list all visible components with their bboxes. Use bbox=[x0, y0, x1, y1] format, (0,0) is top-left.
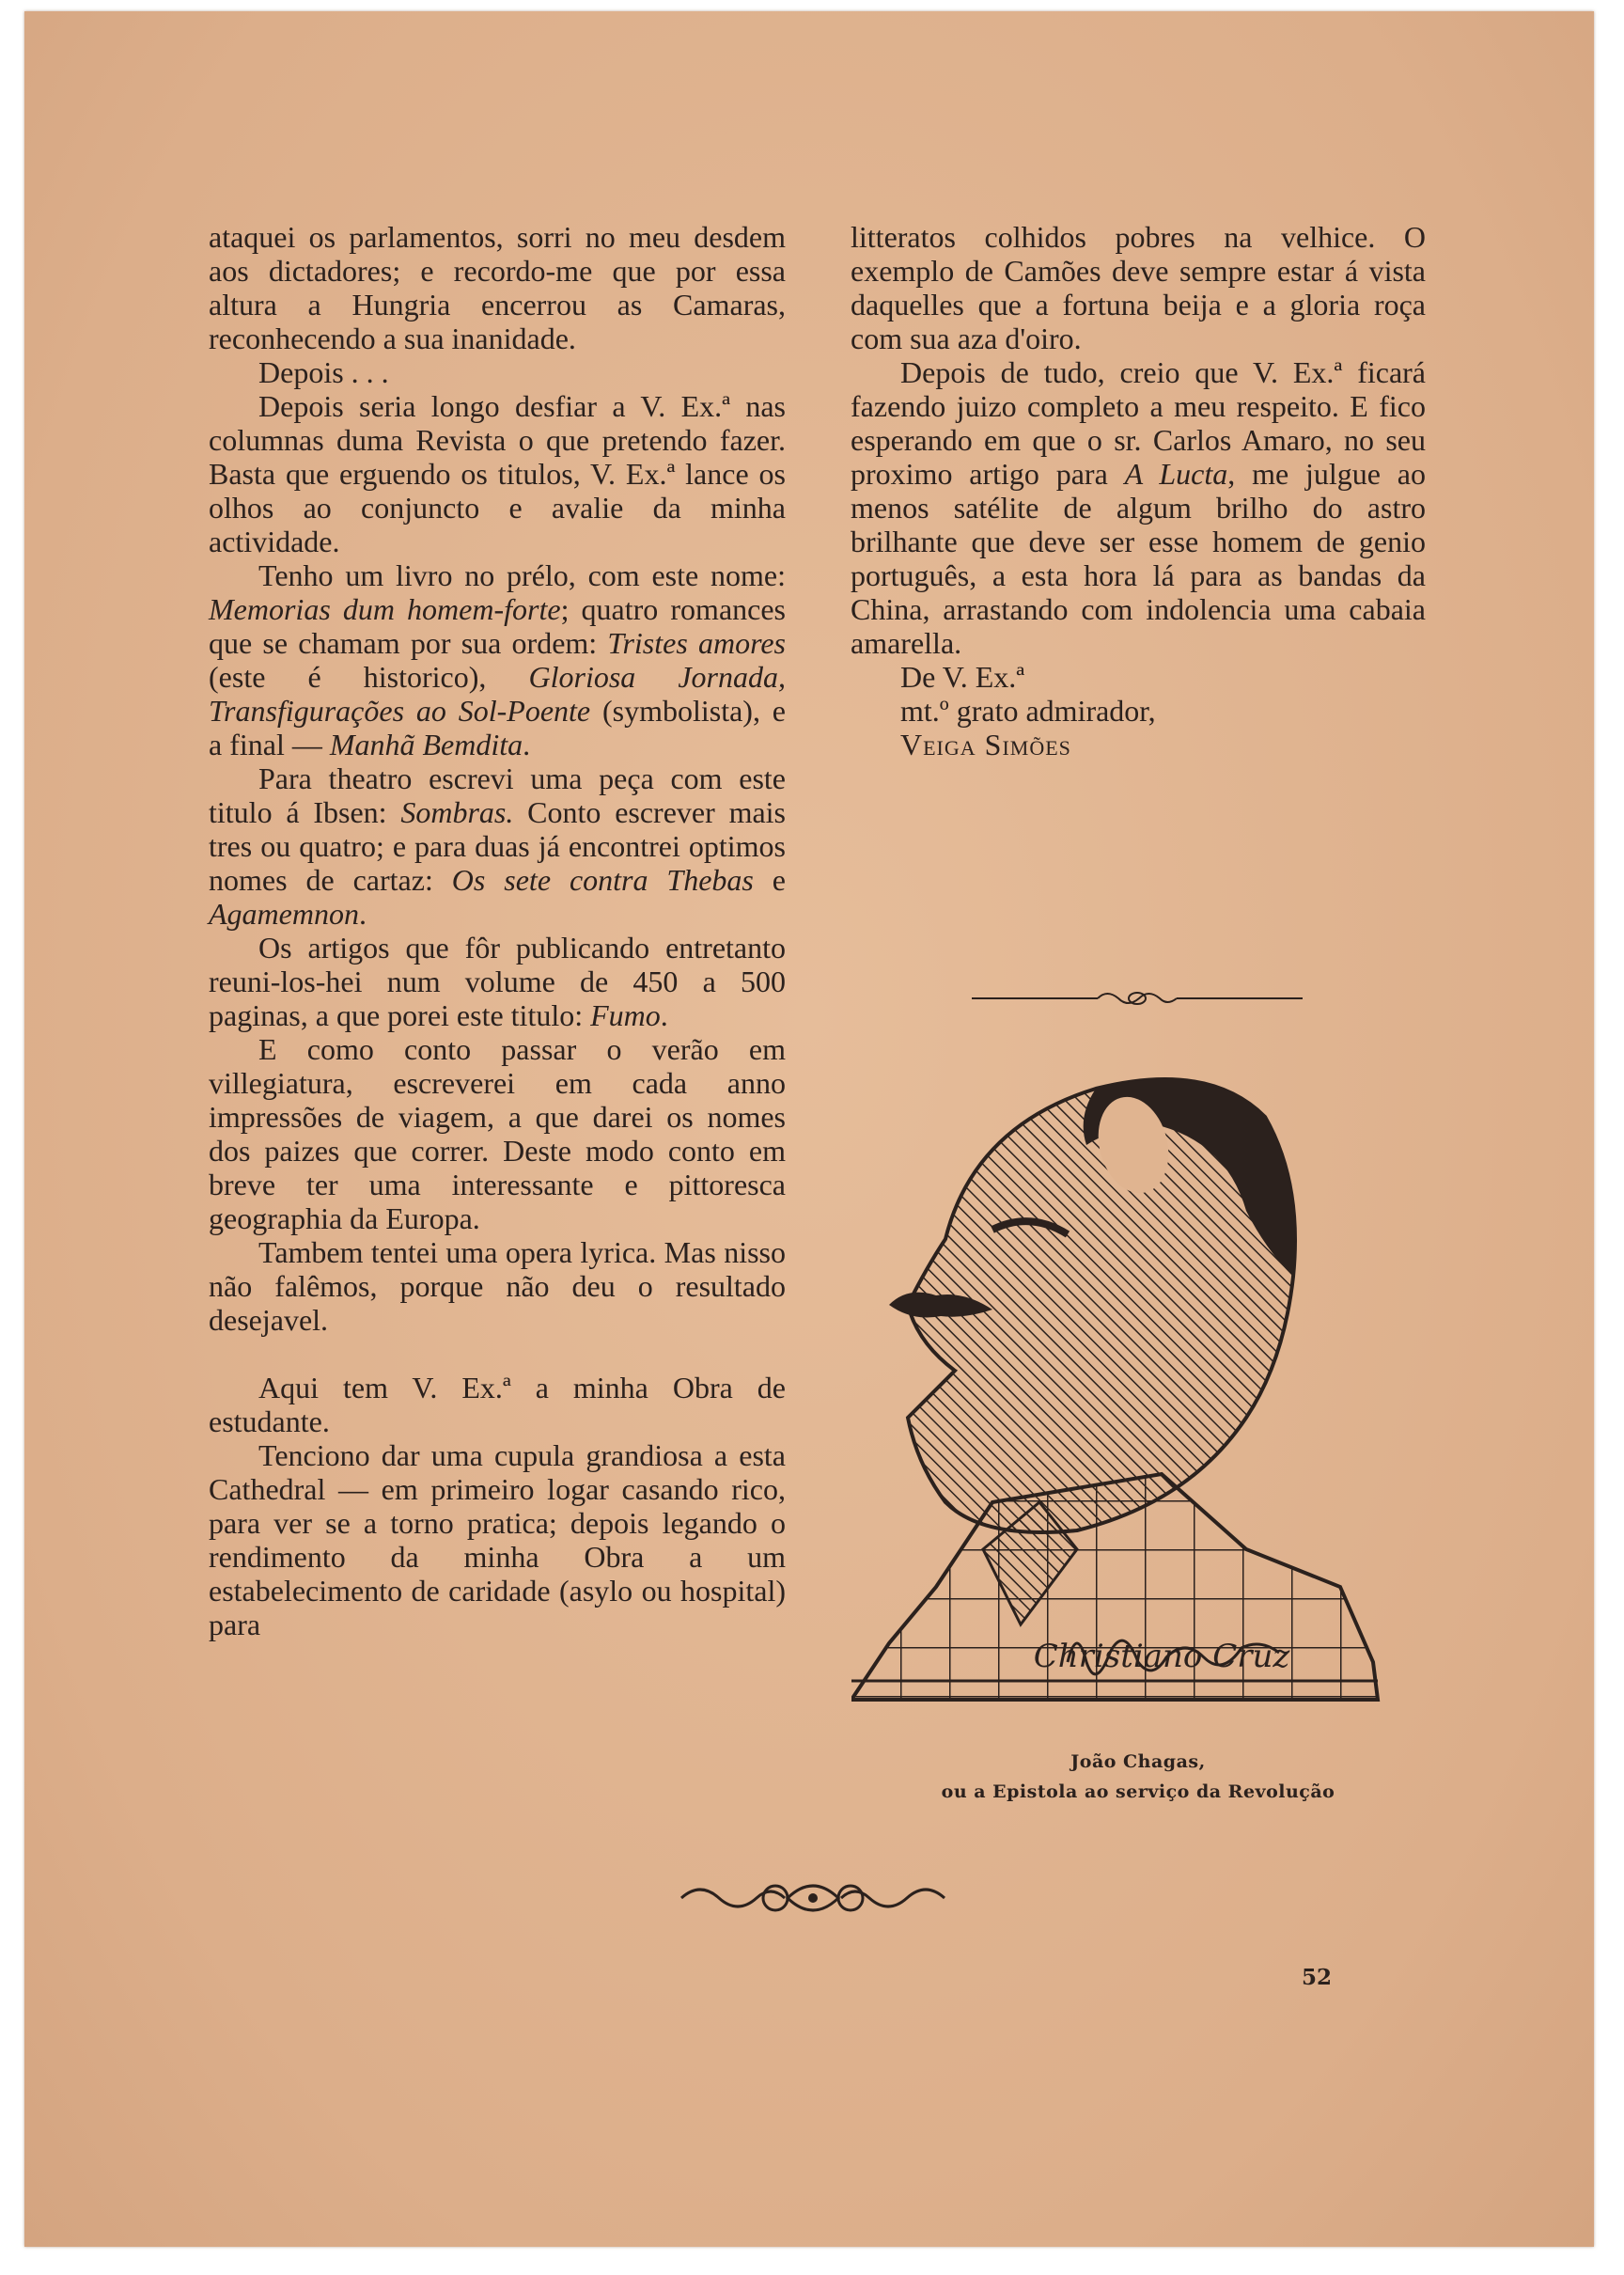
book-title: Tristes amores bbox=[607, 626, 787, 660]
page-number: 52 bbox=[1302, 1965, 1333, 1990]
artist-signature: Christiano Cruz bbox=[1033, 1638, 1290, 1675]
text-run: (este é historico), bbox=[209, 660, 529, 694]
book-title: Gloriosa Jornada, Transfigurações ao Sol-Poente bbox=[209, 660, 787, 728]
divider-ornament bbox=[968, 987, 1306, 1010]
paragraph bbox=[209, 558, 786, 761]
text-run: Os artigos que fôr publicando entretanto reuni-los-hei num volume de 450 a 500 paginas, a que porei este titulo: bbox=[209, 931, 786, 1032]
paragraph bbox=[209, 761, 786, 931]
paragraph bbox=[851, 355, 1426, 660]
caption-subtitle: ou a Epistola ao serviço da Revolução bbox=[941, 1781, 1335, 1802]
paragraph: ataquei os parlamentos, sorri no meu desdem aos dictadores; e recordo-me que por essa altura a Hungria encerrou as Camaras, reconhecendo a sua inanidade. bbox=[209, 220, 786, 355]
paragraph: litteratos colhidos pobres na velhice. O exemplo de Camões deve sempre estar á vista daquelles que a fortuna beija e a gloria roça com sua aza d'oiro. bbox=[851, 220, 1426, 355]
illustration-caption bbox=[851, 1747, 1426, 1807]
play-title: Os sete contra Thebas bbox=[451, 863, 754, 897]
text-run: . bbox=[523, 728, 531, 761]
closing-salutation: De V. Ex.ª bbox=[900, 660, 1025, 694]
paragraph: E como conto passar o verão em villegiatura, escreverei em cada anno impressões de viagem, a que darei os nomes dos paizes que correr. Deste modo conto em breve ter uma interessante e pittoresca geographia da Europa. bbox=[209, 1032, 786, 1235]
paragraph: Depois . . . bbox=[258, 355, 389, 389]
text-run: Tenho um livro no prélo, com este nome: bbox=[258, 558, 786, 592]
caricature-illustration bbox=[851, 1060, 1406, 1747]
paragraph: Depois seria longo desfiar a V. Ex.ª nas columnas duma Revista o que pretendo fazer. Basta que erguendo os titulos, V. Ex.ª lance os olhos ao conjuncto e avalie da minha actividade. bbox=[209, 389, 786, 558]
play-title: Agamemnon bbox=[209, 897, 359, 931]
book-title: Manhã Bemdita bbox=[329, 728, 523, 761]
text-run: ; quatro romances que se chamam por sua ordem: bbox=[209, 592, 787, 660]
text-run: (symbolista), e a final — bbox=[209, 694, 787, 761]
author-signature: Veiga Simões bbox=[900, 728, 1071, 761]
text-run: , me julgue ao menos satélite de algum brilho do astro brilhante que deve ser esse homem de genio português, a esta hora lá para as bandas da China, arrastando com indolencia uma cabaia amarella. bbox=[851, 457, 1427, 660]
bottom-ornament bbox=[672, 1873, 954, 1923]
paragraph bbox=[209, 931, 786, 1032]
left-column bbox=[209, 220, 786, 1641]
paragraph: Aqui tem V. Ex.ª a minha Obra de estudante. bbox=[209, 1371, 786, 1438]
text-run: Depois de tudo, creio que V. Ex.ª ficará fazendo juizo completo a meu respeito. E fico esperando em que o sr. Carlos Amaro, no seu proximo artigo para bbox=[851, 355, 1426, 491]
newspaper-title: A Lucta bbox=[1124, 457, 1228, 491]
book-title: Memorias dum homem-forte bbox=[209, 592, 561, 626]
text-run: e bbox=[753, 863, 787, 897]
text-run: . bbox=[358, 897, 367, 931]
text-run: Conto escrever mais tres ou quatro; e para duas já encontrei optimos nomes de cartaz: bbox=[209, 795, 787, 897]
right-column bbox=[851, 220, 1426, 761]
caption-title: João Chagas, bbox=[1070, 1751, 1206, 1772]
paragraph: Tambem tentei uma opera lyrica. Mas nisso não falêmos, porque não deu o resultado desejavel. bbox=[209, 1235, 786, 1337]
text-run: . bbox=[660, 998, 668, 1032]
paragraph: Tenciono dar uma cupula grandiosa a esta Cathedral — em primeiro logar casando rico, para ver se a torno pratica; depois legando o rendimento da minha Obra a um estabelecimento de caridade (asylo ou hospital) para bbox=[209, 1438, 786, 1641]
text-run: Para theatro escrevi uma peça com este titulo á Ibsen: bbox=[209, 761, 786, 829]
play-title: Sombras. bbox=[400, 795, 514, 829]
closing-phrase: mt.º grato admirador, bbox=[900, 694, 1156, 728]
volume-title: Fumo bbox=[590, 998, 661, 1032]
